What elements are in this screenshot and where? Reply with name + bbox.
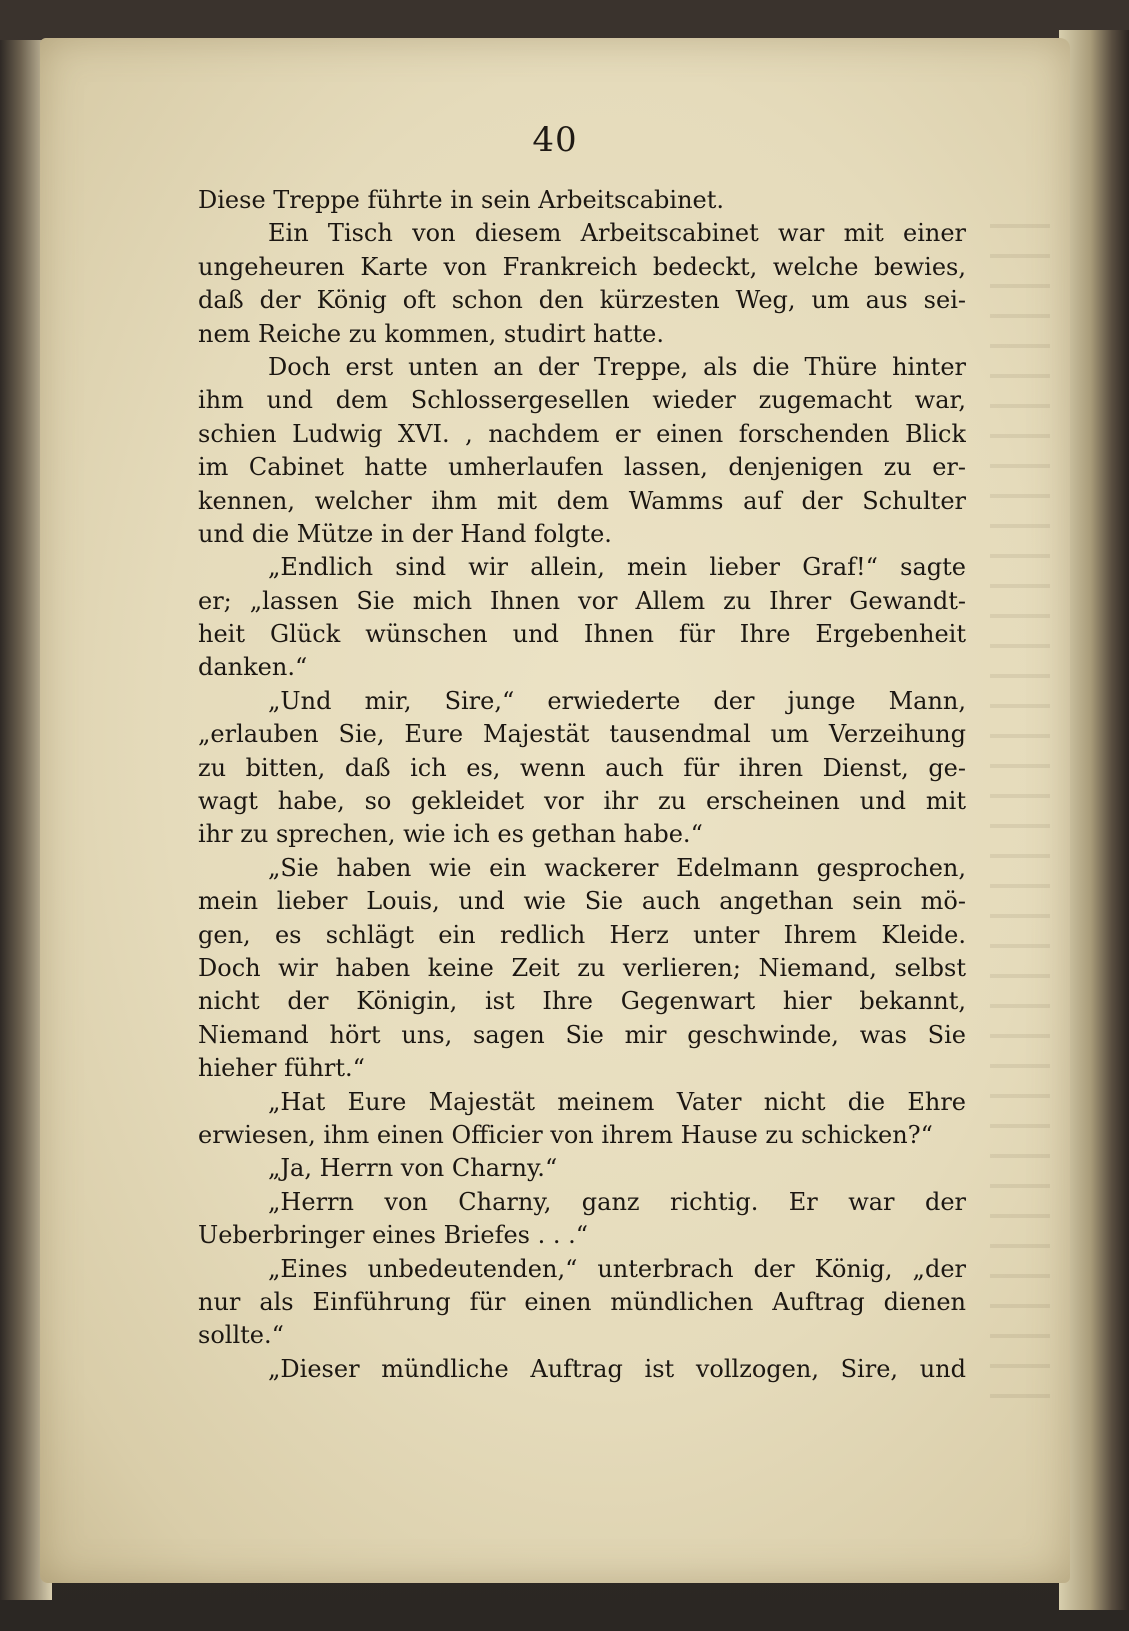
text-line: „Sie haben wie ein wackerer Edelmann gesprochen, — [268, 853, 966, 882]
text-line: Diese Treppe führte in sein Arbeitscabinet. — [198, 186, 725, 214]
bleed-through-text — [990, 198, 1050, 1398]
text-line: Niemand hört uns, sagen Sie mir geschwinde, was Sie — [198, 1020, 966, 1049]
text-line: „erlauben Sie, Eure Majestät tausendmal um Verzeihung — [198, 720, 966, 749]
text-line: gen, es schlägt ein redlich Herz unter Ihrem Kleide. — [198, 920, 966, 949]
text-line: im Cabinet hatte umherlaufen lassen, denjenigen zu er- — [198, 453, 966, 482]
text-line: Ein Tisch von diesem Arbeitscabinet war mit einer — [268, 219, 966, 248]
text-line: „Dieser mündliche Auftrag ist vollzogen, Sire, und — [268, 1354, 966, 1383]
text-line: ihr zu sprechen, wie ich es gethan habe.“ — [198, 820, 703, 849]
body-text — [198, 184, 966, 1386]
text-line: sollte.“ — [198, 1321, 284, 1350]
text-line: „Und mir, Sire,“ erwiederte der junge Mann, — [268, 686, 966, 715]
text-line: zu bitten, daß ich es, wenn auch für ihren Dienst, ge- — [198, 753, 966, 782]
text-line: „Herrn von Charny, ganz richtig. Er war der — [268, 1187, 966, 1216]
text-line: erwiesen, ihm einen Officier von ihrem Hause zu schicken?“ — [198, 1120, 933, 1149]
text-line: Doch erst unten an der Treppe, als die Thüre hinter — [268, 352, 966, 381]
text-line: „Ja, Herrn von Charny.“ — [268, 1154, 558, 1183]
text-line: Ueberbringer eines Briefes . . .“ — [198, 1221, 589, 1250]
text-line: und die Mütze in der Hand folgte. — [198, 519, 612, 548]
text-line: heit Glück wünschen und Ihnen für Ihre Ergebenheit — [198, 620, 966, 649]
text-line: „Endlich sind wir allein, mein lieber Graf!“ sagte — [268, 553, 966, 582]
text-line: schien Ludwig XVI. , nachdem er einen forschenden Blick — [198, 419, 966, 448]
text-line: er; „lassen Sie mich Ihnen vor Allem zu Ihrer Gewandt- — [198, 586, 966, 615]
text-line: Doch wir haben keine Zeit zu verlieren; Niemand, selbst — [198, 953, 966, 982]
text-line: „Hat Eure Majestät meinem Vater nicht die Ehre — [268, 1087, 966, 1116]
text-line: danken.“ — [198, 653, 308, 682]
text-line: ungeheuren Karte von Frankreich bedeckt, welche bewies, — [198, 252, 966, 281]
text-line: ihm und dem Schlossergesellen wieder zugemacht war, — [198, 386, 966, 415]
page-number: 40 — [532, 120, 578, 160]
text-line: hieher führt.“ — [198, 1054, 365, 1083]
text-line: „Eines unbedeutenden,“ unterbrach der König, „der — [268, 1254, 966, 1283]
text-line: mein lieber Louis, und wie Sie auch angethan sein mö- — [198, 887, 966, 916]
text-line: nem Reiche zu kommen, studirt hatte. — [198, 319, 664, 348]
text-line: nicht der Königin, ist Ihre Gegenwart hier bekannt, — [198, 987, 966, 1016]
text-line: wagt habe, so gekleidet vor ihr zu erscheinen und mit — [198, 787, 966, 816]
text-line: kennen, welcher ihm mit dem Wamms auf der Schulter — [198, 486, 966, 515]
text-line: daß der König oft schon den kürzesten Weg, um aus sei- — [198, 286, 966, 315]
book-page — [40, 38, 1070, 1583]
text-line: nur als Einführung für einen mündlichen Auftrag dienen — [198, 1287, 966, 1316]
